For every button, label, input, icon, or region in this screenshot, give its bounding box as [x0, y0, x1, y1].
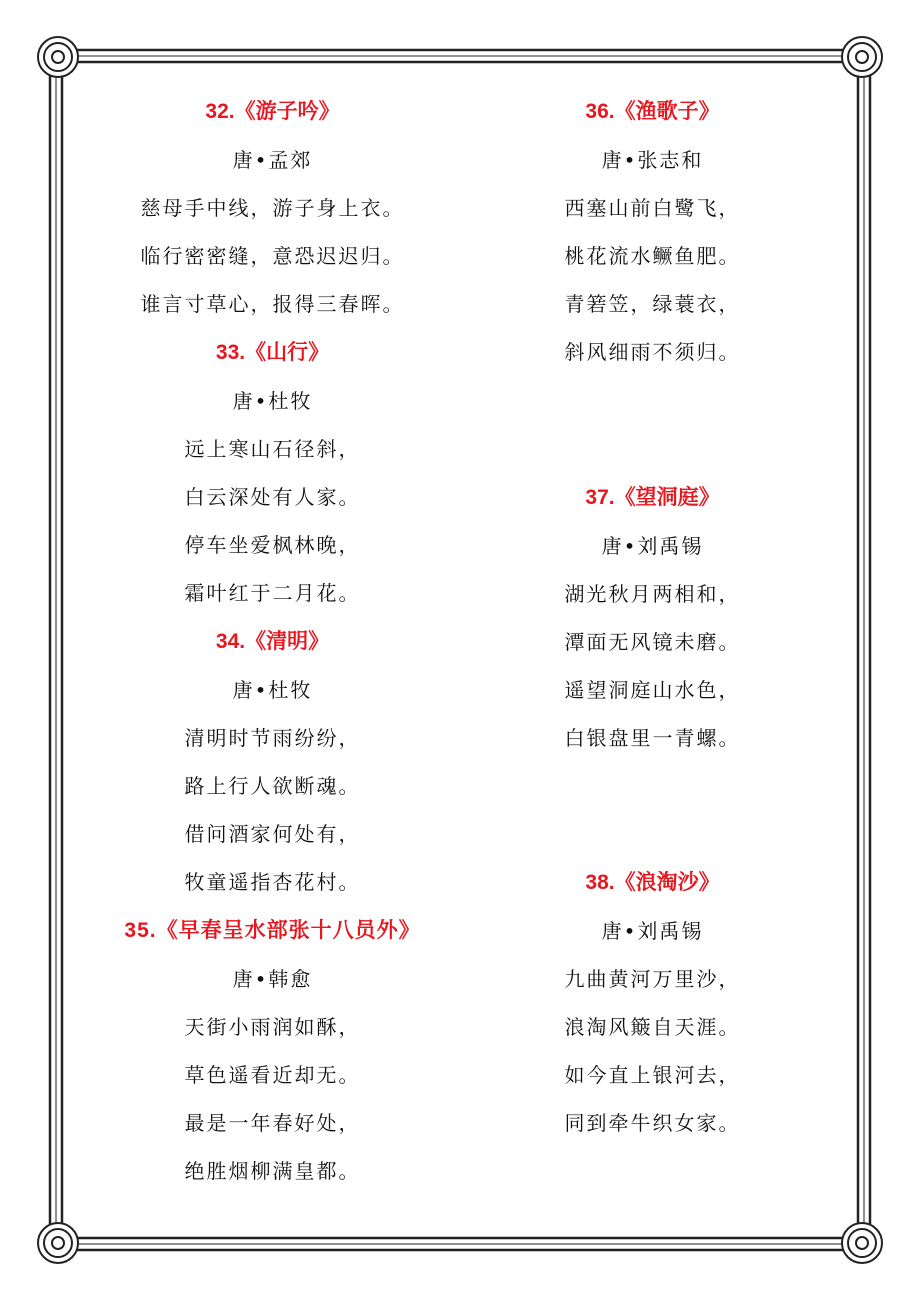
poem-line: 清明时节雨纷纷， — [184, 726, 361, 750]
corner-ornament-icon — [38, 1223, 78, 1263]
poem-author: 唐•杜牧 — [232, 678, 313, 702]
poem-line: 绝胜烟柳满皇都。 — [184, 1159, 361, 1183]
poem-line: 远上寒山石径斜， — [184, 437, 361, 461]
poem-line: 天街小雨润如酥， — [184, 1015, 361, 1039]
poem-author: 唐•刘禹锡 — [601, 534, 704, 558]
poem-line: 湖光秋月两相和， — [564, 582, 741, 606]
poem-line: 白云深处有人家。 — [184, 485, 361, 509]
poem-title: 34.《清明》 — [215, 630, 330, 653]
poem-title: 38.《浪淘沙》 — [585, 871, 720, 894]
poem-line: 最是一年春好处， — [184, 1111, 361, 1135]
poem-line: 斜风细雨不须归。 — [564, 340, 741, 364]
poem-author: 唐•韩愈 — [232, 967, 313, 991]
poem-line: 慈母手中线，游子身上衣。 — [140, 196, 405, 220]
poem-line: 西塞山前白鹭飞， — [564, 196, 741, 220]
poem-title: 36.《渔歌子》 — [585, 100, 720, 123]
poem-author: 唐•张志和 — [601, 148, 704, 172]
poem-line: 九曲黄河万里沙， — [564, 967, 741, 991]
poem-line: 同到牵牛织女家。 — [564, 1111, 741, 1135]
poem-title: 35.《早春呈水部张十八员外》 — [124, 919, 421, 942]
corner-ornament-icon — [842, 37, 882, 77]
poem-line: 草色遥看近却无。 — [184, 1063, 361, 1087]
corner-ornament-icon — [38, 37, 78, 77]
poem-line: 牧童遥指杏花村。 — [184, 870, 361, 894]
poem-line: 潭面无风镜未磨。 — [564, 630, 741, 654]
poem-line: 桃花流水鳜鱼肥。 — [564, 244, 741, 268]
poem-line: 如今直上银河去， — [564, 1063, 741, 1087]
poem-line: 浪淘风簸自天涯。 — [564, 1015, 741, 1039]
poem-line: 白银盘里一青螺。 — [564, 726, 741, 750]
poem-line: 借问酒家何处有， — [184, 822, 361, 846]
poem-author: 唐•刘禹锡 — [601, 919, 704, 943]
corner-ornament-icon — [842, 1223, 882, 1263]
poem-line: 霜叶红于二月花。 — [184, 581, 361, 605]
poem-author: 唐•孟郊 — [232, 148, 313, 172]
poem-line: 青箬笠，绿蓑衣， — [564, 292, 741, 316]
poem-line: 停车坐爱枫林晚， — [184, 533, 361, 557]
poem-title: 33.《山行》 — [215, 341, 330, 364]
poem-title: 37.《望洞庭》 — [585, 486, 720, 509]
poem-line: 谁言寸草心，报得三春晖。 — [140, 292, 405, 316]
poem-line: 临行密密缝，意恐迟迟归。 — [140, 244, 405, 268]
poem-line: 遥望洞庭山水色， — [564, 678, 741, 702]
poem-line: 路上行人欲断魂。 — [184, 774, 361, 798]
poem-author: 唐•杜牧 — [232, 389, 313, 413]
poem-title: 32.《游子吟》 — [205, 100, 340, 123]
